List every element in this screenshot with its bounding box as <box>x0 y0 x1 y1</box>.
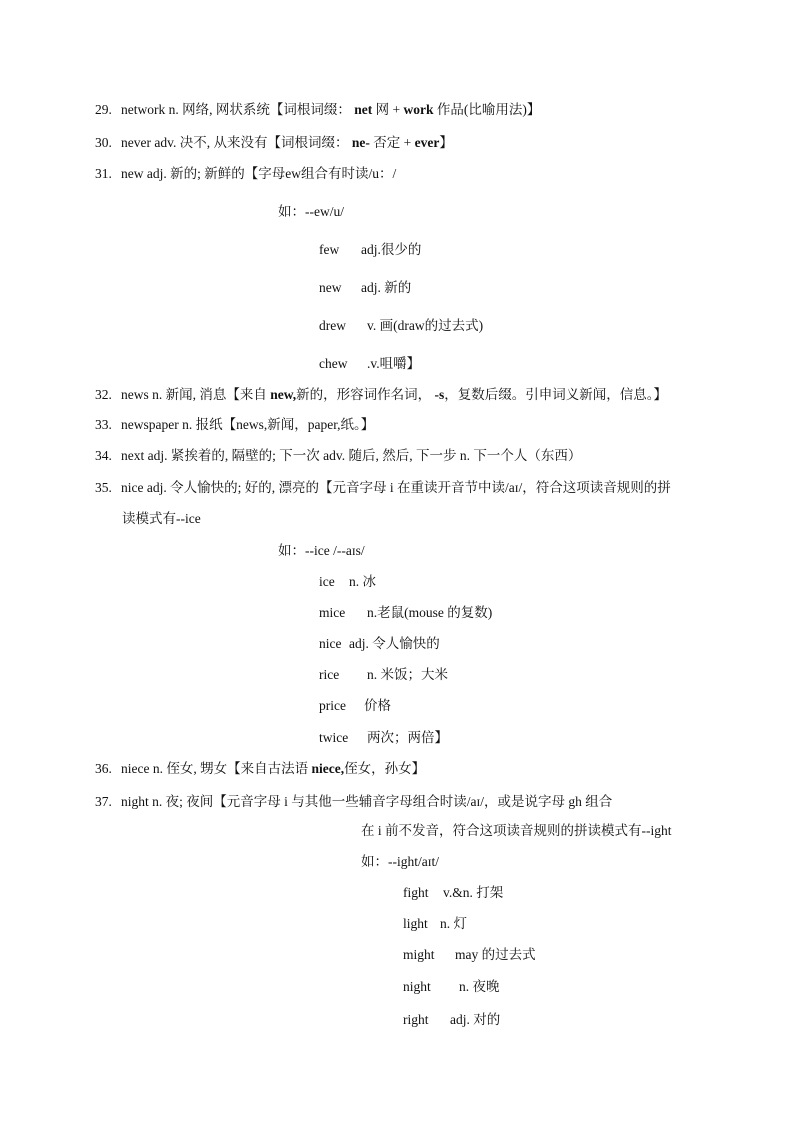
example-definition: adj. 令人愉快的 <box>349 636 440 651</box>
example-word-row <box>319 635 440 653</box>
example-label: 如：--ice /--aɪs/ <box>278 543 365 558</box>
root-meaning: 作品(比喻用法)】 <box>436 102 541 117</box>
example-definition: 两次；两倍】 <box>367 730 448 745</box>
root-word: ever <box>414 135 440 150</box>
entry-number: 30. <box>95 135 112 150</box>
entry-31 <box>95 165 396 183</box>
example-word: drew <box>319 318 346 333</box>
entry-number: 36. <box>95 761 112 776</box>
example-word-row <box>319 355 420 373</box>
example-word: mice <box>319 605 346 620</box>
example-word: night <box>403 979 431 994</box>
entry-number: 32. <box>95 387 112 402</box>
example-word: light <box>403 916 428 931</box>
entry-37 <box>95 793 612 811</box>
example-word-row <box>319 729 448 747</box>
example-word-row <box>319 666 448 684</box>
entry-number: 33. <box>95 417 112 432</box>
example-word: ice <box>319 574 335 589</box>
entry-text: news n. 新闻, 消息【来自 <box>121 387 267 402</box>
example-definition: adj. 新的 <box>361 280 412 295</box>
entry-number: 37. <box>95 794 112 809</box>
root-meaning: 否定 + <box>373 135 412 150</box>
example-word: price <box>319 698 346 713</box>
entry-number: 29. <box>95 102 112 117</box>
example-definition: v. 画(draw的过去式) <box>367 318 484 333</box>
entry-29 <box>95 101 540 119</box>
entry-text: niece n. 侄女, 甥女【来自古法语 <box>121 761 309 776</box>
example-definition: n. 灯 <box>440 916 467 931</box>
example-label: 如：--ew/u/ <box>278 204 344 219</box>
example-word: few <box>319 242 340 257</box>
entry-35 <box>95 479 671 497</box>
entry-continuation: 读模式有--ice <box>122 511 201 526</box>
entry-text: next adj. 紧挨着的, 隔壁的; 下一次 adv. 随后, 然后, 下一步 n. 下一个人（东西） <box>121 448 582 463</box>
example-word-row <box>403 1011 500 1029</box>
root-word: net <box>354 102 373 117</box>
example-word-row <box>319 279 411 297</box>
example-word: right <box>403 1012 429 1027</box>
example-label: 如：--ight/aɪt/ <box>361 854 439 869</box>
entry-30 <box>95 134 453 152</box>
entry-number: 35. <box>95 480 112 495</box>
example-word-row <box>403 978 500 996</box>
example-definition: n. 冰 <box>349 574 376 589</box>
example-word-row <box>403 946 536 964</box>
entry-text: nice adj. 令人愉快的; 好的, 漂亮的【元音字母 i 在重读开音节中读/aɪ/，符合这项读音规则的拼 <box>121 480 671 495</box>
example-word: chew <box>319 356 348 371</box>
entry-34 <box>95 447 581 465</box>
entry-33 <box>95 416 374 434</box>
example-word-row <box>403 884 503 902</box>
example-definition: adj.很少的 <box>361 242 422 257</box>
root-meaning: 侄女，孙女】 <box>344 761 426 776</box>
entry-text: network n. 网络, 网状系统【词根词缀： <box>121 102 351 117</box>
example-definition: may 的过去式 <box>455 947 536 962</box>
example-word-row <box>319 317 483 335</box>
example-word-row <box>319 697 391 715</box>
root-meaning: 】 <box>439 135 453 150</box>
example-word-row <box>319 573 376 591</box>
root-word: work <box>403 102 434 117</box>
entry-number: 31. <box>95 166 112 181</box>
example-definition: n. 米饭；大米 <box>367 667 448 682</box>
entry-text: newspaper n. 报纸【news,新闻，paper,纸。】 <box>121 417 375 432</box>
root-word: niece, <box>311 761 345 776</box>
root-meaning: 网 + <box>375 102 401 117</box>
entry-32 <box>95 386 667 404</box>
example-definition: n. 夜晚 <box>459 979 500 994</box>
example-definition: .v.咀嚼】 <box>367 356 421 371</box>
example-definition: 价格 <box>364 698 391 713</box>
example-word-row <box>403 915 467 933</box>
entry-36 <box>95 760 425 778</box>
example-word: might <box>403 947 435 962</box>
root-word: ne- <box>351 135 370 150</box>
entry-continuation: 在 i 前不发音，符合这项读音规则的拼读模式有--ight <box>361 823 672 838</box>
root-word: new, <box>270 387 297 402</box>
example-word: rice <box>319 667 340 682</box>
root-word: -s <box>434 387 445 402</box>
root-meaning: ，复数后缀。引申词义新闻，信息。】 <box>444 387 668 402</box>
example-word: twice <box>319 730 349 745</box>
entry-text: night n. 夜; 夜间【元音字母 i 与其他一些辅音字母组合时读/aɪ/，或是说字母 gh 组合 <box>121 794 613 809</box>
example-word-row <box>319 241 421 259</box>
root-meaning: 新的，形容词作名词， <box>296 387 432 402</box>
entry-text: new adj. 新的; 新鲜的【字母ew组合有时读/u：/ <box>121 166 397 181</box>
entry-text: never adv. 决不, 从来没有【词根词缀： <box>121 135 349 150</box>
example-word: fight <box>403 885 429 900</box>
example-definition: adj. 对的 <box>450 1012 501 1027</box>
example-word-row <box>319 604 492 622</box>
example-definition: n.老鼠(mouse 的复数) <box>367 605 493 620</box>
example-word: nice <box>319 636 342 651</box>
entry-number: 34. <box>95 448 112 463</box>
example-definition: v.&n. 打架 <box>443 885 504 900</box>
example-word: new <box>319 280 342 295</box>
